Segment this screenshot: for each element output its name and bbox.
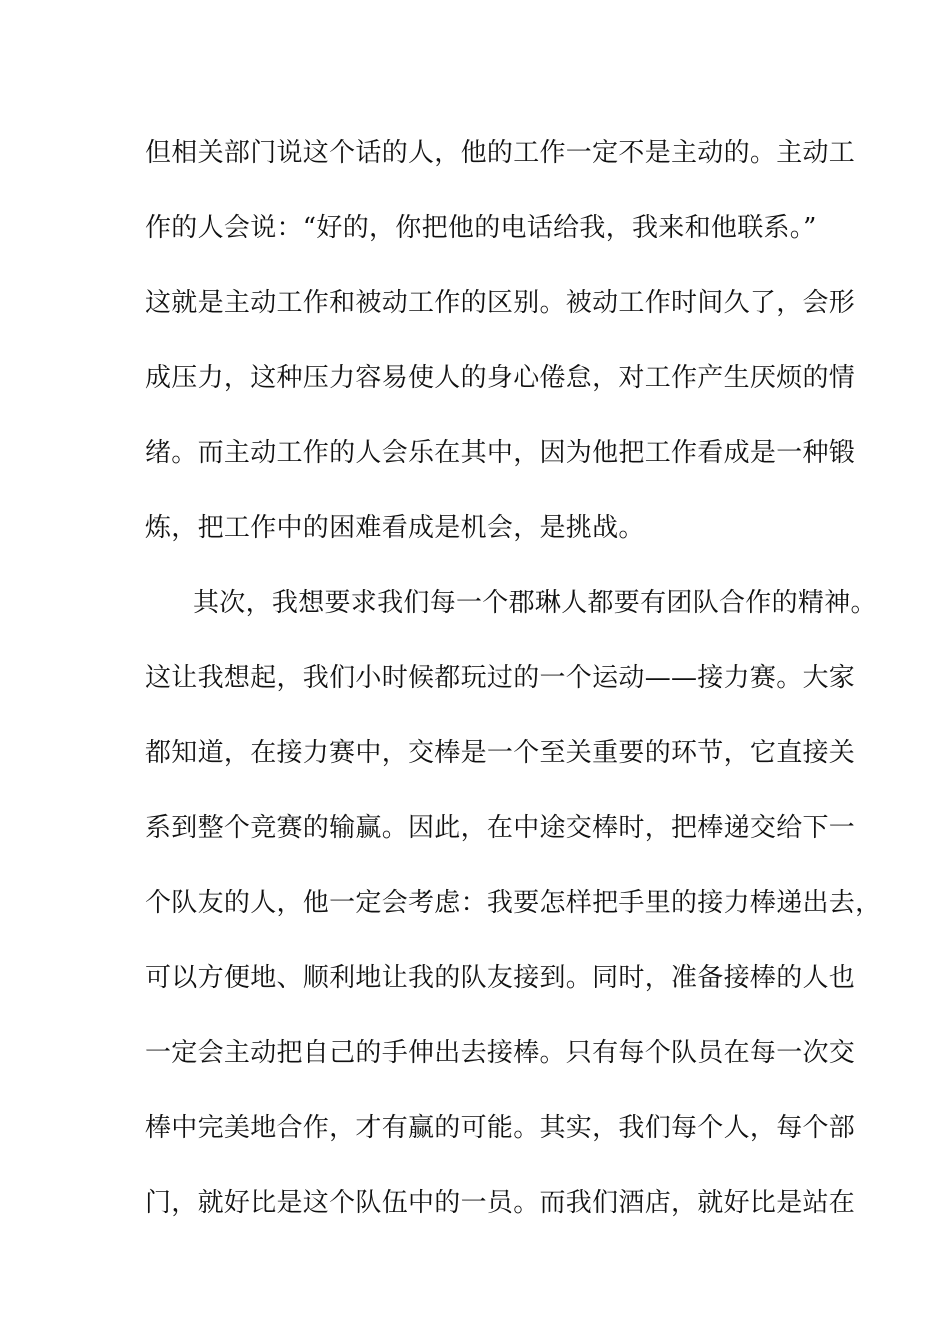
- text-line: 系到整个竞赛的输赢。因此，在中途交棒时，把棒递交给下一: [145, 813, 856, 843]
- paragraph-first-line: 其次，我想要求我们每一个郡琳人都要有团队合作的精神。: [193, 588, 877, 618]
- text-line: 炼，把工作中的困难看成是机会，是挑战。: [145, 513, 645, 543]
- text-line: 棒中完美地合作，才有赢的可能。其实，我们每个人，每个部: [145, 1113, 856, 1143]
- text-line: 这让我想起，我们小时候都玩过的一个运动——接力赛。大家: [145, 663, 856, 693]
- text-line: 个队友的人，他一定会考虑：我要怎样把手里的接力棒递出去，: [145, 888, 882, 918]
- text-line: 作的人会说：“好的，你把他的电话给我，我来和他联系。”: [145, 213, 817, 243]
- text-line: 但相关部门说这个话的人，他的工作一定不是主动的。主动工: [145, 138, 856, 168]
- text-line: 这就是主动工作和被动工作的区别。被动工作时间久了，会形: [145, 288, 856, 318]
- text-line: 成压力，这种压力容易使人的身心倦怠，对工作产生厌烦的情: [145, 363, 856, 393]
- text-line: 门，就好比是这个队伍中的一员。而我们酒店，就好比是站在: [145, 1188, 856, 1218]
- text-line: 可以方便地、顺利地让我的队友接到。同时，准备接棒的人也: [145, 963, 856, 993]
- text-line: 一定会主动把自己的手伸出去接棒。只有每个队员在每一次交: [145, 1038, 856, 1068]
- text-line: 绪。而主动工作的人会乐在其中，因为他把工作看成是一种锻: [145, 438, 856, 468]
- text-line: 都知道，在接力赛中，交棒是一个至关重要的环节，它直接关: [145, 738, 856, 768]
